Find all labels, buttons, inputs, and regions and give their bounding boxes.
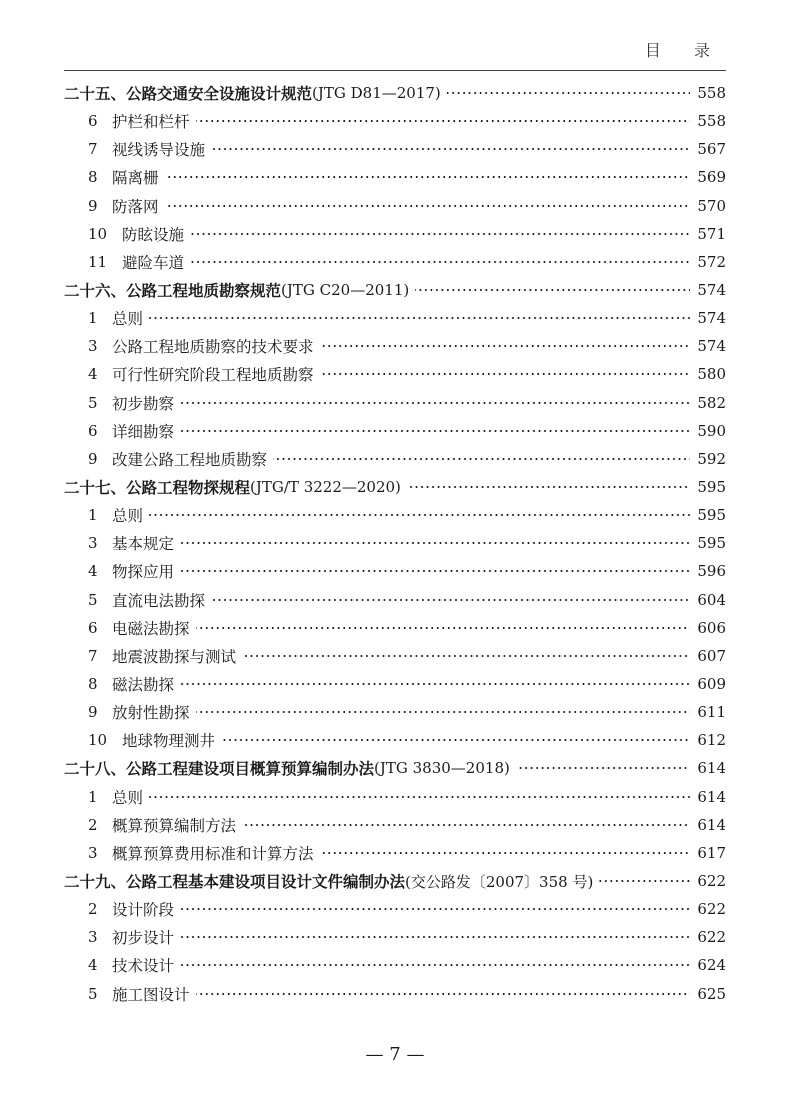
dot-leader bbox=[242, 655, 690, 657]
toc-entry-row[interactable] bbox=[64, 951, 726, 979]
toc-entry-row[interactable] bbox=[64, 135, 726, 163]
toc-entry-row[interactable] bbox=[64, 783, 726, 811]
page-ref: 609 bbox=[697, 675, 726, 694]
dot-leader bbox=[196, 711, 690, 713]
dot-leader bbox=[190, 233, 690, 235]
entry-title: 技术设计 bbox=[112, 957, 175, 976]
entry-number: 1 bbox=[88, 787, 98, 806]
toc-entry-row[interactable] bbox=[64, 839, 726, 867]
page-ref: 592 bbox=[697, 449, 726, 468]
dot-leader bbox=[211, 599, 690, 601]
page-ref: 569 bbox=[697, 168, 726, 187]
toc-entry-row[interactable] bbox=[64, 389, 726, 417]
page-ref: 606 bbox=[697, 618, 726, 637]
dot-leader bbox=[273, 458, 690, 460]
entry-number: 4 bbox=[88, 956, 98, 975]
toc-entry-row[interactable] bbox=[64, 107, 726, 135]
dot-leader bbox=[447, 92, 690, 94]
toc-entry-row[interactable] bbox=[64, 895, 726, 923]
page-ref: 614 bbox=[697, 815, 726, 834]
toc-entry-row[interactable] bbox=[64, 248, 726, 276]
page-ref: 574 bbox=[697, 337, 726, 356]
dot-leader bbox=[196, 627, 690, 629]
toc-section-row[interactable] bbox=[64, 79, 726, 107]
dot-leader bbox=[211, 148, 690, 150]
entry-title: 总则 bbox=[112, 507, 144, 526]
entry-title: 防落网 bbox=[112, 197, 159, 216]
section-title: 二十五、公路交通安全设施设计规范 bbox=[64, 85, 313, 104]
entry-number: 3 bbox=[88, 534, 98, 553]
entry-number: 6 bbox=[88, 112, 98, 131]
toc-section-row[interactable] bbox=[64, 754, 726, 782]
dot-leader bbox=[180, 402, 690, 404]
entry-title: 护栏和栏杆 bbox=[112, 113, 190, 132]
entry-number: 5 bbox=[88, 984, 98, 1003]
toc-entry-row[interactable] bbox=[64, 163, 726, 191]
page-ref: 595 bbox=[697, 534, 726, 553]
toc-entry-row[interactable] bbox=[64, 670, 726, 698]
table-of-contents bbox=[64, 79, 726, 1008]
entry-number: 3 bbox=[88, 843, 98, 862]
page-ref: 580 bbox=[697, 365, 726, 384]
toc-entry-row[interactable] bbox=[64, 220, 726, 248]
dot-leader bbox=[407, 486, 690, 488]
section-title: 二十八、公路工程建设项目概算预算编制办法 bbox=[64, 760, 375, 779]
dot-leader bbox=[180, 570, 690, 572]
header-rule bbox=[64, 70, 726, 71]
toc-entry-row[interactable] bbox=[64, 417, 726, 445]
page-ref: 614 bbox=[697, 759, 726, 778]
page-ref: 604 bbox=[697, 590, 726, 609]
page-header bbox=[0, 0, 790, 70]
page-ref: 574 bbox=[697, 281, 726, 300]
entry-number: 11 bbox=[88, 252, 108, 271]
dot-leader bbox=[165, 205, 690, 207]
page-ref: 622 bbox=[697, 928, 726, 947]
toc-entry-row[interactable] bbox=[64, 332, 726, 360]
page-ref: 590 bbox=[697, 421, 726, 440]
toc-entry-row[interactable] bbox=[64, 698, 726, 726]
dot-leader bbox=[242, 824, 690, 826]
toc-entry-row[interactable] bbox=[64, 445, 726, 473]
standard-code: (JTG/T 3222—2020) bbox=[250, 478, 401, 497]
page-ref: 607 bbox=[697, 646, 726, 665]
page-ref: 595 bbox=[697, 478, 726, 497]
entry-title: 视线诱导设施 bbox=[112, 141, 206, 160]
dot-leader bbox=[196, 120, 690, 122]
entry-title: 总则 bbox=[112, 788, 144, 807]
page-ref: 614 bbox=[697, 787, 726, 806]
entry-number: 2 bbox=[88, 815, 98, 834]
page-ref: 558 bbox=[697, 84, 726, 103]
toc-entry-row[interactable] bbox=[64, 980, 726, 1008]
toc-entry-row[interactable] bbox=[64, 304, 726, 332]
entry-title: 磁法勘探 bbox=[112, 676, 175, 695]
dot-leader bbox=[180, 683, 690, 685]
dot-leader bbox=[149, 317, 690, 319]
entry-number: 9 bbox=[88, 196, 98, 215]
dot-leader bbox=[149, 796, 690, 798]
toc-entry-row[interactable] bbox=[64, 614, 726, 642]
entry-number: 3 bbox=[88, 337, 98, 356]
running-header: 目 录 bbox=[644, 41, 724, 60]
entry-title: 防眩设施 bbox=[122, 225, 185, 244]
page-ref: 574 bbox=[697, 309, 726, 328]
entry-number: 1 bbox=[88, 506, 98, 525]
entry-number: 2 bbox=[88, 900, 98, 919]
dot-leader bbox=[165, 176, 690, 178]
toc-entry-row[interactable] bbox=[64, 529, 726, 557]
entry-number: 3 bbox=[88, 928, 98, 947]
entry-title: 初步勘察 bbox=[112, 394, 175, 413]
dot-leader bbox=[180, 542, 690, 544]
page-ref: 570 bbox=[697, 196, 726, 215]
entry-number: 5 bbox=[88, 590, 98, 609]
dot-leader bbox=[180, 964, 690, 966]
section-title: 二十九、公路工程基本建设项目设计文件编制办法 bbox=[64, 873, 406, 891]
entry-number: 5 bbox=[88, 393, 98, 412]
entry-number: 8 bbox=[88, 675, 98, 694]
page-ref: 612 bbox=[697, 731, 726, 750]
entry-title: 地球物理测井 bbox=[122, 732, 216, 751]
toc-entry-row[interactable] bbox=[64, 192, 726, 220]
entry-title: 公路工程地质勘察的技术要求 bbox=[112, 338, 314, 357]
page-ref: 595 bbox=[697, 506, 726, 525]
page-ref: 624 bbox=[697, 956, 726, 975]
dot-leader bbox=[516, 767, 690, 769]
toc-entry-row[interactable] bbox=[64, 726, 726, 754]
section-title: 二十六、公路工程地质勘察规范 bbox=[64, 282, 282, 301]
page-ref: 622 bbox=[697, 872, 726, 890]
toc-section-row[interactable] bbox=[64, 276, 726, 304]
page-ref: 622 bbox=[697, 900, 726, 919]
entry-title: 详细勘察 bbox=[112, 422, 175, 441]
toc-entry-row[interactable] bbox=[64, 811, 726, 839]
page-number: — 7 — bbox=[365, 1044, 425, 1065]
entry-title: 物探应用 bbox=[112, 563, 175, 582]
entry-number: 10 bbox=[88, 731, 108, 750]
dot-leader bbox=[180, 430, 690, 432]
entry-title: 初步设计 bbox=[112, 929, 175, 948]
toc-entry-row[interactable] bbox=[64, 557, 726, 585]
entry-number: 6 bbox=[88, 618, 98, 637]
entry-title: 概算预算编制方法 bbox=[112, 816, 237, 835]
page-ref: 582 bbox=[697, 393, 726, 412]
dot-leader bbox=[180, 936, 690, 938]
dot-leader bbox=[320, 373, 690, 375]
page-ref: 611 bbox=[697, 703, 726, 722]
entry-number: 9 bbox=[88, 449, 98, 468]
entry-title: 施工图设计 bbox=[112, 985, 190, 1004]
page-ref: 571 bbox=[697, 224, 726, 243]
entry-number: 8 bbox=[88, 168, 98, 187]
entry-title: 避险车道 bbox=[122, 253, 185, 272]
dot-leader bbox=[599, 880, 690, 882]
entry-number: 7 bbox=[88, 646, 98, 665]
toc-entry-row[interactable] bbox=[64, 360, 726, 388]
entry-number: 4 bbox=[88, 562, 98, 581]
page-ref: 572 bbox=[697, 252, 726, 271]
entry-number: 10 bbox=[88, 224, 108, 243]
entry-number: 6 bbox=[88, 421, 98, 440]
page-ref: 558 bbox=[697, 112, 726, 131]
entry-title: 地震波勘探与测试 bbox=[112, 647, 237, 666]
entry-title: 电磁法勘探 bbox=[112, 619, 190, 638]
standard-code: (交公路发〔2007〕358 号) bbox=[405, 872, 594, 891]
entry-title: 设计阶段 bbox=[112, 901, 175, 920]
toc-entry-row[interactable] bbox=[64, 501, 726, 529]
page-ref: 567 bbox=[697, 140, 726, 159]
entry-number: 4 bbox=[88, 365, 98, 384]
dot-leader bbox=[320, 852, 690, 854]
entry-title: 总则 bbox=[112, 310, 144, 329]
toc-section-row[interactable] bbox=[64, 473, 726, 501]
page-ref: 625 bbox=[697, 984, 726, 1003]
entry-title: 改建公路工程地质勘察 bbox=[112, 450, 268, 469]
toc-entry-row[interactable] bbox=[64, 642, 726, 670]
toc-entry-row[interactable] bbox=[64, 586, 726, 614]
entry-title: 隔离栅 bbox=[112, 169, 159, 188]
toc-section-row[interactable] bbox=[64, 867, 726, 895]
entry-title: 基本规定 bbox=[112, 535, 175, 554]
dot-leader bbox=[180, 908, 690, 910]
dot-leader bbox=[415, 289, 690, 291]
entry-number: 1 bbox=[88, 309, 98, 328]
dot-leader bbox=[190, 261, 690, 263]
standard-code: (JTG C20—2011) bbox=[281, 281, 410, 300]
entry-title: 可行性研究阶段工程地质勘察 bbox=[112, 366, 314, 385]
dot-leader bbox=[221, 739, 690, 741]
entry-title: 放射性勘探 bbox=[112, 704, 190, 723]
page-ref: 596 bbox=[697, 562, 726, 581]
dot-leader bbox=[149, 514, 690, 516]
section-title: 二十七、公路工程物探规程 bbox=[64, 479, 251, 498]
toc-entry-row[interactable] bbox=[64, 923, 726, 951]
entry-title: 直流电法勘探 bbox=[112, 591, 206, 610]
page-ref: 617 bbox=[697, 843, 726, 862]
standard-code: (JTG D81—2017) bbox=[312, 84, 441, 103]
dot-leader bbox=[196, 993, 690, 995]
dot-leader bbox=[320, 345, 690, 347]
entry-title: 概算预算费用标准和计算方法 bbox=[112, 844, 314, 863]
standard-code: (JTG 3830—2018) bbox=[374, 759, 510, 778]
entry-number: 9 bbox=[88, 703, 98, 722]
entry-number: 7 bbox=[88, 140, 98, 159]
